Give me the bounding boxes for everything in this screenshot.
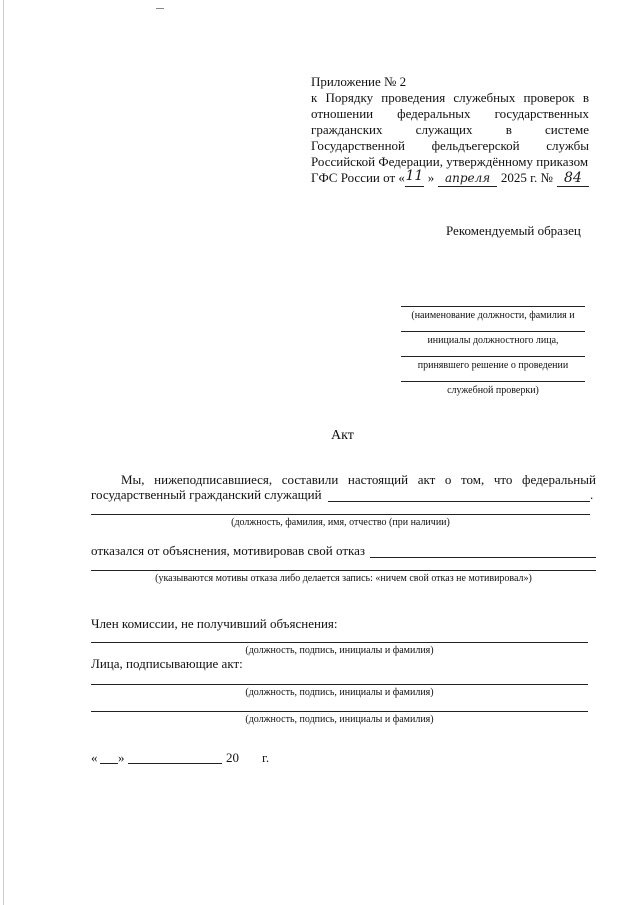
employee-fill-line [328, 501, 590, 502]
appendix-word: в [582, 90, 589, 105]
appendix-block [311, 74, 589, 187]
appendix-word: системе [545, 122, 589, 137]
appendix-word: служащих [415, 122, 473, 137]
appendix-word: проверок [523, 90, 575, 105]
paragraph-line-2-period: . [590, 487, 594, 502]
date-month-line [128, 763, 222, 764]
commission-member-label: Член комиссии, не получивший объяснения: [91, 616, 338, 631]
addressee-line-4 [401, 381, 585, 382]
paragraph-word: настоящий [347, 472, 409, 487]
date-open-quote: « [91, 750, 98, 765]
paragraph-word: том, [461, 472, 485, 487]
addressee-line-3 [401, 356, 585, 357]
appendix-word: к [311, 90, 318, 105]
appendix-word: фельдъегерской [431, 138, 520, 153]
appendix-word: Порядку [325, 90, 374, 105]
date-year-prefix: 20 [226, 750, 239, 765]
paragraph-word: акт [417, 472, 436, 487]
refusal-reason-line-2 [91, 570, 596, 571]
paragraph-word: нижеподписавшиеся, [154, 472, 273, 487]
paragraph-word: федеральный [522, 472, 596, 487]
act-title: Акт [331, 428, 354, 443]
appendix-title: Приложение № 2 [311, 74, 407, 89]
commission-member-line [91, 642, 588, 643]
appendix-word: отношении [311, 106, 374, 121]
addressee-line-1 [401, 306, 585, 307]
appendix-word: служебных [453, 90, 516, 105]
addressee-caption-1: (наименование должности, фамилия и [411, 310, 575, 321]
page-edge-mark [3, 0, 4, 905]
paragraph-line-2: государственный гражданский служащий [91, 487, 322, 502]
signers-label: Лица, подписывающие акт: [91, 656, 243, 671]
paragraph-line-1 [121, 472, 596, 488]
date-day-line [100, 763, 118, 764]
appendix-line-4 [311, 138, 589, 154]
employee-caption: (должность, фамилия, имя, отчество (при наличии) [231, 517, 450, 528]
addressee-caption-2: инициалы должностного лица, [427, 335, 559, 346]
order-day-handwritten: 11 [405, 168, 424, 187]
order-month-handwritten: апреля [438, 170, 497, 187]
appendix-line-2 [311, 106, 589, 122]
paragraph-word: Мы, [121, 472, 145, 487]
signer-line-2 [91, 711, 588, 712]
appendix-line-3 [311, 122, 589, 138]
appendix-line-5: Российской Федерации, утверждённому приказом [311, 154, 589, 169]
addressee-caption-3: принявшего решение о проведении [417, 360, 569, 371]
date-year-suffix: г. [262, 750, 270, 765]
scan-artifact-dash [156, 8, 164, 9]
appendix-word: Государственной [311, 138, 406, 153]
signer-line-1 [91, 684, 588, 685]
refused-text: отказался от объяснения, мотивировав свой отказ [91, 543, 366, 558]
appendix-word: проведения [381, 90, 446, 105]
appendix-line-6 [311, 170, 589, 187]
appendix-word: в [505, 122, 512, 137]
date-close-quote: » [118, 750, 125, 765]
signer-caption-2: (должность, подпись, инициалы и фамилия) [245, 714, 434, 725]
appendix-word: государственных [494, 106, 589, 121]
appendix-line-1 [311, 90, 589, 106]
refusal-reason-line [370, 557, 596, 558]
commission-member-caption: (должность, подпись, инициалы и фамилия) [245, 645, 434, 656]
signer-caption-1: (должность, подпись, инициалы и фамилия) [245, 687, 434, 698]
appendix-word: службы [546, 138, 589, 153]
paragraph-word: о [444, 472, 452, 487]
refusal-caption: (указываются мотивы отказа либо делается запись: «ничем свой отказ не мотивировал») [155, 573, 532, 584]
order-date-prefix: ГФС России от « [311, 170, 405, 185]
employee-line-2 [91, 514, 590, 515]
addressee-line-2 [401, 331, 585, 332]
addressee-caption-4: служебной проверки) [447, 385, 539, 396]
appendix-word: гражданских [311, 122, 383, 137]
appendix-word: федеральных [397, 106, 471, 121]
paragraph-word: что [493, 472, 513, 487]
recommended-sample-label: Рекомендуемый образец [446, 223, 581, 238]
order-number-handwritten: 84 [557, 170, 589, 187]
paragraph-word: составили [281, 472, 339, 487]
order-year: 2025 г. № [500, 170, 553, 185]
order-date-quote: » [427, 170, 435, 185]
